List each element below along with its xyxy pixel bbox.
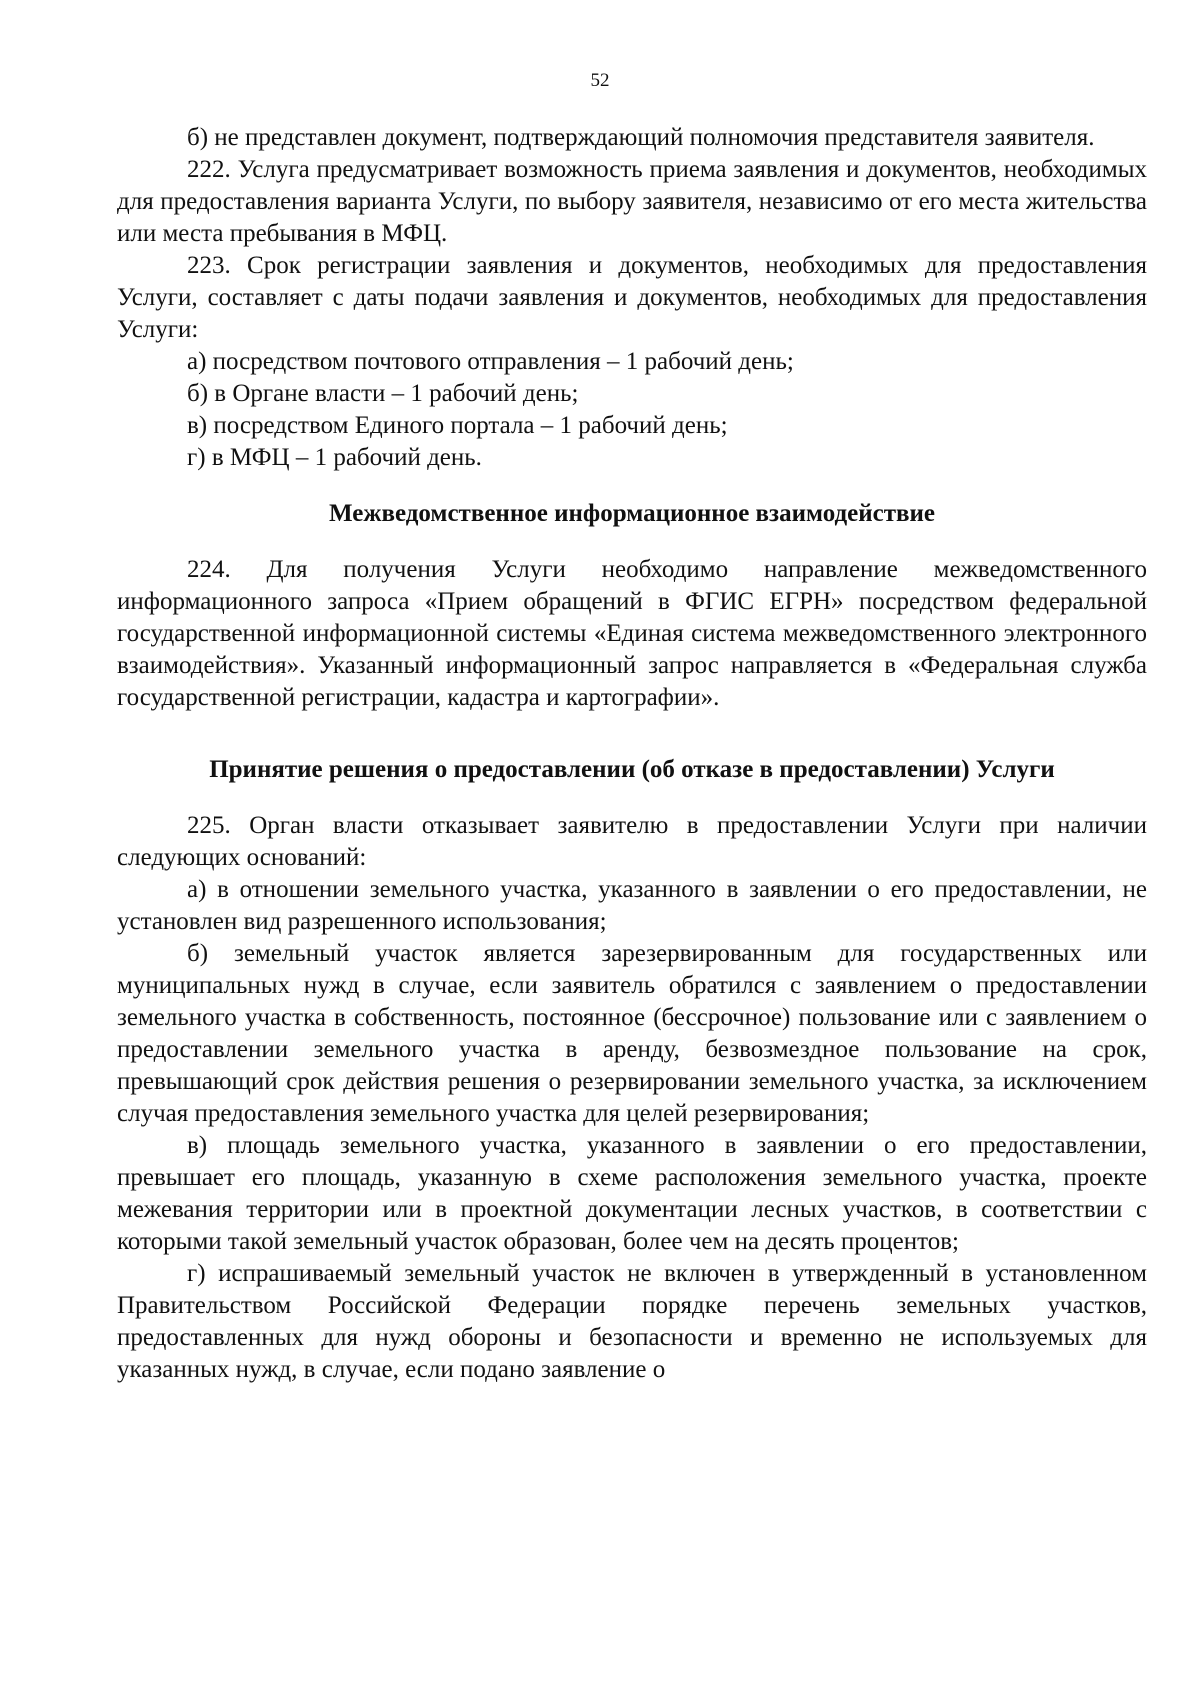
- list-item-v-area: в) площадь земельного участка, указанного в заявлении о его предоставлении, превышает его площадь, указанную в схеме расположения земельного участка, проекте межевания территории или в проектной документации лесных участков, в соответствии с которыми такой земельный участок образован, более чем на десять процентов;: [117, 1132, 1147, 1255]
- paragraph-222: 222. Услуга предусматривает возможность приема заявления и документов, необходимых для предоставления варианта Услуги, по выбору заявителя, независимо от его места жительства или места пребывания в МФЦ.: [117, 156, 1147, 247]
- list-item-g-mfc: г) в МФЦ – 1 рабочий день.: [187, 444, 482, 471]
- list-item-a-usage: а) в отношении земельного участка, указанного в заявлении о его предоставлении, не установлен вид разрешенного использования;: [117, 876, 1147, 935]
- document-body: [117, 122, 1147, 1386]
- section-heading-decision: Принятие решения о предоставлении (об отказе в предоставлении) Услуги: [209, 756, 1055, 783]
- list-item-g-defense: г) испрашиваемый земельный участок не включен в утвержденный в установленном Правительством Российской Федерации порядке перечень земельных участков, предоставленных для нужд обороны и безопасности и временно не используемых для указанных нужд, в случае, если подано заявление о: [117, 1260, 1147, 1383]
- list-item-b-authority: б) в Органе власти – 1 рабочий день;: [187, 380, 579, 407]
- paragraph-224: 224. Для получения Услуги необходимо направление межведомственного информационного запроса «Прием обращений в ФГИС ЕГРН» посредством федеральной государственной информационной системы «Единая система межведомственного электронного взаимодействия». Указанный информационный запрос направляется в «Федеральная служба государственной регистрации, кадастра и картографии».: [117, 556, 1147, 711]
- paragraph-223: 223. Срок регистрации заявления и документов, необходимых для предоставления Услуги, составляет с даты подачи заявления и документов, необходимых для предоставления Услуги:: [117, 252, 1147, 343]
- paragraph-b-representative: б) не представлен документ, подтверждающий полномочия представителя заявителя.: [187, 124, 1095, 151]
- list-item-b-reserved: б) земельный участок является зарезервированным для государственных или муниципальных нужд в случае, если заявитель обратился с заявлением о предоставлении земельного участка в собственность, постоянное (бессрочное) пользование или с заявлением о предоставлении земельного участка в аренду, безвозмездное пользование на срок, превышающий срок действия решения о резервировании земельного участка, за исключением случая предоставления земельного участка для целей резервирования;: [117, 940, 1147, 1127]
- section-heading-interagency: Межведомственное информационное взаимодействие: [329, 500, 935, 527]
- page-number: 52: [590, 70, 610, 91]
- list-item-v-portal: в) посредством Единого портала – 1 рабочий день;: [187, 412, 728, 439]
- list-item-a-post: а) посредством почтового отправления – 1 рабочий день;: [187, 348, 794, 375]
- paragraph-225: 225. Орган власти отказывает заявителю в предоставлении Услуги при наличии следующих оснований:: [117, 812, 1147, 871]
